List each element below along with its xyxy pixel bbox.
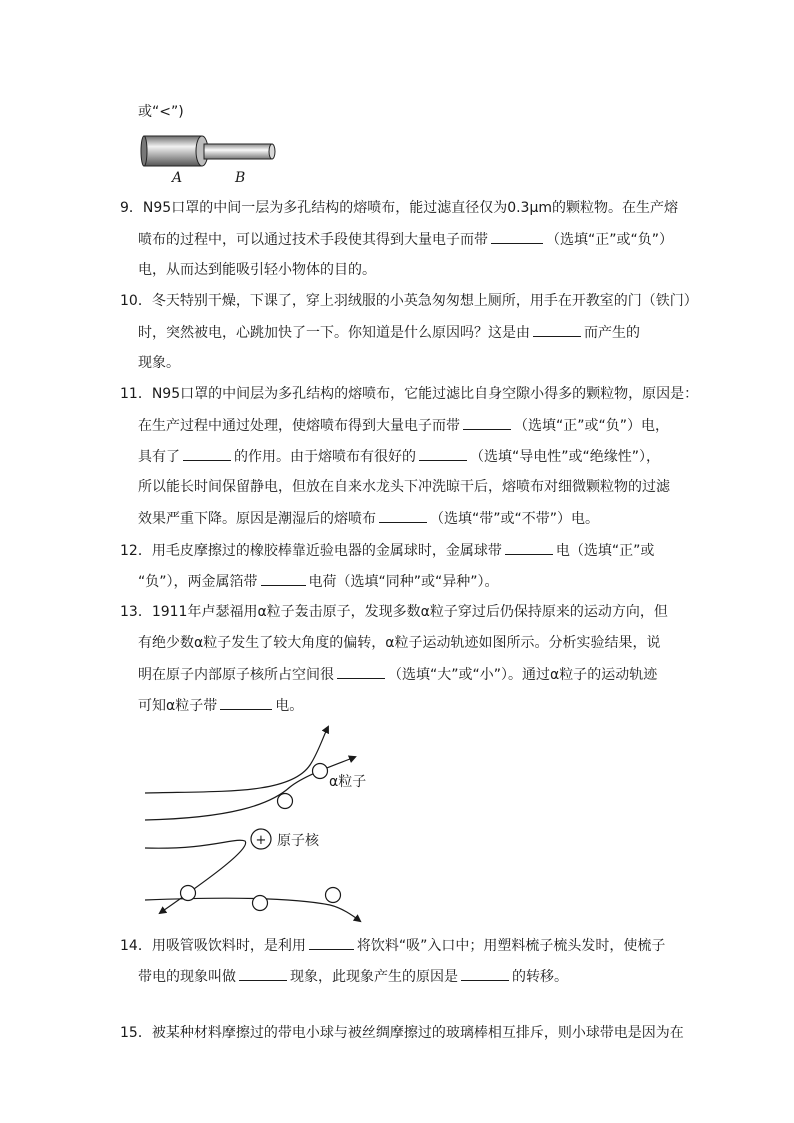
alpha-particle <box>181 886 196 901</box>
q9-line1: 9．N95口罩的中间一层为多孔结构的熔喷布，能过滤直径仅为0.3μm的颗粒物。在生产熔 <box>120 200 679 216</box>
q9-line3: 电，从而达到能吸引轻小物体的目的。 <box>138 262 376 278</box>
q11-blank-1[interactable] <box>463 415 511 430</box>
q12-blank-1[interactable] <box>505 540 553 555</box>
alpha-label: α粒子 <box>329 774 367 790</box>
trajectory-1 <box>145 727 328 793</box>
nucleus-label: 原子核 <box>277 833 319 849</box>
alpha-particle <box>278 794 293 809</box>
q11-line2: 在生产过程中通过处理，使熔喷布得到大量电子而带 （选填“正”或“负”）电， <box>138 415 669 436</box>
q14-blank-3[interactable] <box>461 966 509 981</box>
q13-line1: 13．1911年卢瑟福用α粒子轰击原子，发现多数α粒子穿过后仍保持原来的运动方向，但 <box>120 604 668 620</box>
alpha-particle <box>253 896 268 911</box>
q13-blank-1[interactable] <box>337 664 385 679</box>
cylinder-a <box>144 136 202 166</box>
label-b: B <box>235 170 246 186</box>
q13-line2: 有绝少数α粒子发生了较大角度的偏转，α粒子运动轨迹如图所示。分析实验结果，说 <box>138 635 661 651</box>
q11-blank-2[interactable] <box>183 446 231 461</box>
alpha-particle <box>313 764 328 779</box>
label-a: A <box>172 170 183 186</box>
nucleus-plus: + <box>255 833 267 848</box>
q11-line1: 11．N95口罩的中间层为多孔结构的熔喷布，它能过滤比自身空隙小得多的颗粒物，原因是： <box>120 386 699 402</box>
q11-line4: 所以能长时间保留静电，但放在自来水龙头下冲洗晾干后，熔喷布对细微颗粒物的过滤 <box>138 479 670 495</box>
q12-line1: 12．用毛皮摩擦过的橡胶棒靠近验电器的金属球时，金属球带 电（选填“正”或 <box>120 540 654 561</box>
q10-line1: 10．冬天特别干燥，下课了，穿上羽绒服的小英急匆匆想上厕所，用手在开教室的门（铁门） <box>120 293 698 309</box>
cylinder-b <box>204 144 272 159</box>
q14-blank-2[interactable] <box>239 966 287 981</box>
q15-line1: 15．被某种材料摩擦过的带电小球与被丝绸摩擦过的玻璃棒相互排斥，则小球带电是因为在 <box>120 1025 684 1041</box>
q12-blank-2[interactable] <box>261 571 306 586</box>
q11-blank-3[interactable] <box>419 446 467 461</box>
q10-line3: 现象。 <box>138 355 180 371</box>
q9-blank[interactable] <box>491 229 543 244</box>
q9-line2: 喷布的过程中，可以通过技术手段使其得到大量电子而带 （选填“正”或“负”） <box>138 229 673 250</box>
q14-blank-1[interactable] <box>309 935 354 950</box>
alpha-particle <box>326 888 341 903</box>
cylinder-figure <box>138 132 288 192</box>
q13-line4: 可知α粒子带 电。 <box>138 695 303 716</box>
continued-text: 或“<”) <box>138 104 184 120</box>
q13-line3: 明在原子内部原子核所占空间很 （选填“大”或“小”）。通过α粒子的运动轨迹 <box>138 664 657 685</box>
q14-line2: 带电的现象叫做 现象，此现象产生的原因是 的转移。 <box>138 966 568 987</box>
q14-line1: 14．用吸管吸饮料时，是利用 将饮料“吸”入口中；用塑料梳子梳头发时，使梳子 <box>120 935 665 956</box>
trajectory-3 <box>145 840 246 913</box>
q13-blank-2[interactable] <box>220 695 272 710</box>
q11-line3: 具有了 的作用。由于熔喷布有很好的 （选填“导电性”或“绝缘性”）， <box>138 446 660 467</box>
q10-line2: 时，突然被电，心跳加快了一下。你知道是什么原因吗？这是由 而产生的 <box>138 322 640 343</box>
alpha-scattering-figure <box>140 725 380 925</box>
q10-blank[interactable] <box>533 322 581 337</box>
q11-line5: 效果严重下降。原因是潮湿后的熔喷布 （选填“带”或“不带”）电。 <box>138 508 599 529</box>
q12-line2: “负”），两金属箔带 电荷（选填“同种”或“异种”）。 <box>138 571 499 592</box>
q11-blank-4[interactable] <box>379 508 427 523</box>
